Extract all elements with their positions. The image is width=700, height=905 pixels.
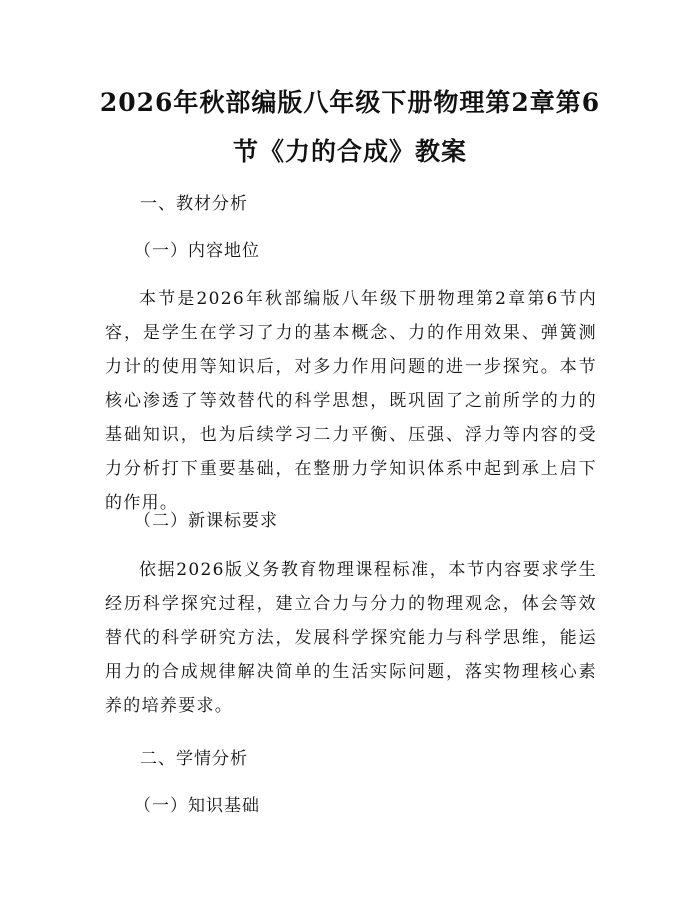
subsection-heading-curriculum-requirements: （二）新课标要求: [134, 511, 278, 531]
section-heading-learner-analysis: 二、学情分析: [140, 749, 248, 769]
document-title-line-2: 节《力的合成》教案: [232, 137, 467, 166]
document-title-line-1: 2026年秋部编版八年级下册物理第2章第6: [99, 88, 601, 117]
paragraph-content-position: 本节是2026年秋部编版八年级下册物理第2章第6节内容，是学生在学习了力的基本概念、力的作用效果、弹簧测力计的使用等知识后，对多力作用问题的进一步探究。本节核心渗透了等效替代的科学思想，既巩固了之前所学的力的基础知识，也为后续学习二力平衡、压强、浮力等内容的受力分析打下重要基础，在整册力学知识体系中起到承上启下的作用。: [105, 289, 597, 513]
subsection-heading-content-position: （一）内容地位: [134, 241, 260, 261]
subsection-heading-knowledge-foundation: （一）知识基础: [134, 796, 260, 816]
paragraph-curriculum-requirements: 依据2026版义务教育物理课程标准，本节内容要求学生经历科学探究过程，建立合力与分力的物理观念，体会等效替代的科学研究方法，发展科学探究能力与科学思维，能运用力的合成规律解决简单的生活实际问题，落实物理核心素养的培养要求。: [105, 560, 597, 716]
section-heading-textbook-analysis: 一、教材分析: [140, 194, 248, 214]
